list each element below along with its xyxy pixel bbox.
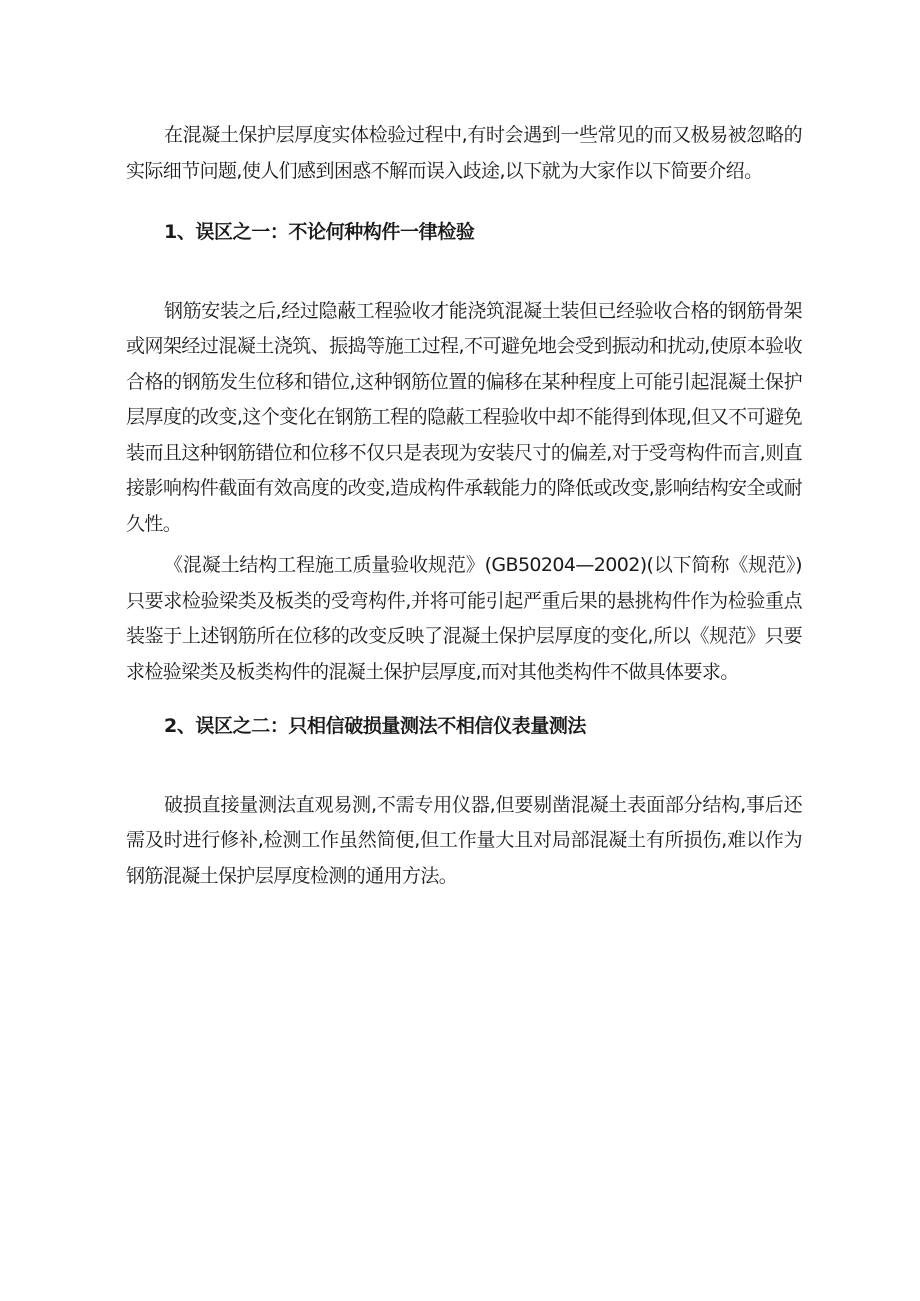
intro-paragraph: 在混凝土保护层厚度实体检验过程中,有时会遇到一些常见的而又极易被忽略的实际细节问题,使人们感到困惑不解而误入歧途,以下就为大家作以下简要介绍。: [126, 124, 802, 182]
section-1-paragraph-2: 《混凝土结构工程施工质量验收规范》(GB50204—2002)(以下简称《规范》)只要求检验梁类及板类的受弯构件,并将可能引起严重后果的悬挑构件作为检验重点装鉴于上述钢筋所在位移的改变反映了混凝土保护层厚度的变化,所以《规范》只要求检验梁类及板类构件的混凝土保护层厚度,而对其他类构件不做具体要求。: [126, 554, 802, 683]
document-body: [126, 118, 802, 894]
section-1-heading: 1、误区之一：不论何种构件一律检验: [164, 221, 475, 243]
section-1-paragraph-1: 钢筋安装之后,经过隐蔽工程验收才能浇筑混凝土装但已经验收合格的钢筋骨架或网架经过混凝土浇筑、振捣等施工过程,不可避免地会受到振动和扰动,使原本验收合格的钢筋发生位移和错位,这种钢筋位置的偏移在某种程度上可能引起混凝土保护层厚度的改变,这个变化在钢筋工程的隐蔽工程验收中却不能得到体现,但又不可避免装而且这种钢筋错位和位移不仅只是表现为安装尺寸的偏差,对于受弯构件而言,则直接影响构件截面有效高度的改变,造成构件承载能力的降低或改变,影响结构安全或耐久性。: [126, 299, 802, 535]
section-2-heading: 2、误区之二：只相信破损量测法不相信仪表量测法: [164, 715, 587, 737]
section-2-paragraph-1: 破损直接量测法直观易测,不需专用仪器,但要剔凿混凝土表面部分结构,事后还需及时进行修补,检测工作虽然简便,但工作量大且对局部混凝土有所损伤,难以作为钢筋混凝土保护层厚度检测的通用方法。: [126, 793, 802, 887]
